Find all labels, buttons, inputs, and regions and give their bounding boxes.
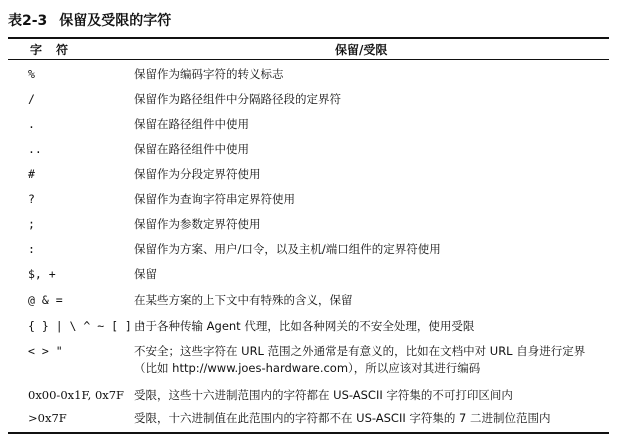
char-cell: 0x00-0x1F, 0x7F [28,388,125,402]
table-title: 保留及受限的字符 [59,13,172,29]
desc-cell: 保留作为参数定界符使用 [134,217,261,231]
char-cell: # [28,167,35,181]
desc-cell: 保留作为分段定界符使用 [134,167,261,181]
char-cell: @ & = [28,293,63,307]
column-header-char: 字符 [30,43,83,57]
char-cell: ; [28,217,35,231]
desc-cell: 在某些方案的上下文中有特殊的含义，保留 [134,293,353,307]
desc-cell: 保留作为编码字符的转义标志 [134,67,284,81]
table-bottom-rule [8,432,609,434]
char-cell: >0x7F [28,411,67,425]
desc-cell: 保留 [134,267,157,281]
desc-cell: 不安全；这些字符在 URL 范围之外通常是有意义的，比如在文档中对 URL 自身进行定界（比如 http://www.joes-hardware.com），所以应该对其进行编码 [134,344,586,375]
char-cell: $, + [28,267,56,281]
char-cell: . [28,117,35,131]
desc-cell: 保留在路径组件中使用 [134,142,249,156]
desc-cell: 保留在路径组件中使用 [134,117,249,131]
column-header-desc: 保留/受限 [335,43,388,57]
char-cell: % [28,67,35,81]
char-cell: .. [28,142,42,156]
desc-cell: 受限，这些十六进制范围内的字符都在 US-ASCII 字符集的不可打印区间内 [134,388,513,402]
table-header-rule [8,59,609,60]
char-cell: : [28,242,35,256]
desc-cell: 保留作为查询字符串定界符使用 [134,192,295,206]
char-cell: < > " [28,344,63,358]
table-top-rule [8,37,609,39]
char-cell: ? [28,192,35,206]
desc-cell: 受限，十六进制值在此范围内的字符都不在 US-ASCII 字符集的 7 二进制位范围内 [134,411,551,425]
desc-cell: 由于各种传输 Agent 代理，比如各种网关的不安全处理，使用受限 [134,319,475,333]
table-number: 表2-3 [8,13,48,29]
desc-cell: 保留作为路径组件中分隔路径段的定界符 [134,92,341,106]
char-cell: { } | \ ^ ~ [ ] ' [28,319,146,333]
table-caption [8,10,171,30]
char-cell: / [28,92,35,106]
desc-cell: 保留作为方案、用户/口令，以及主机/端口组件的定界符使用 [134,242,441,256]
